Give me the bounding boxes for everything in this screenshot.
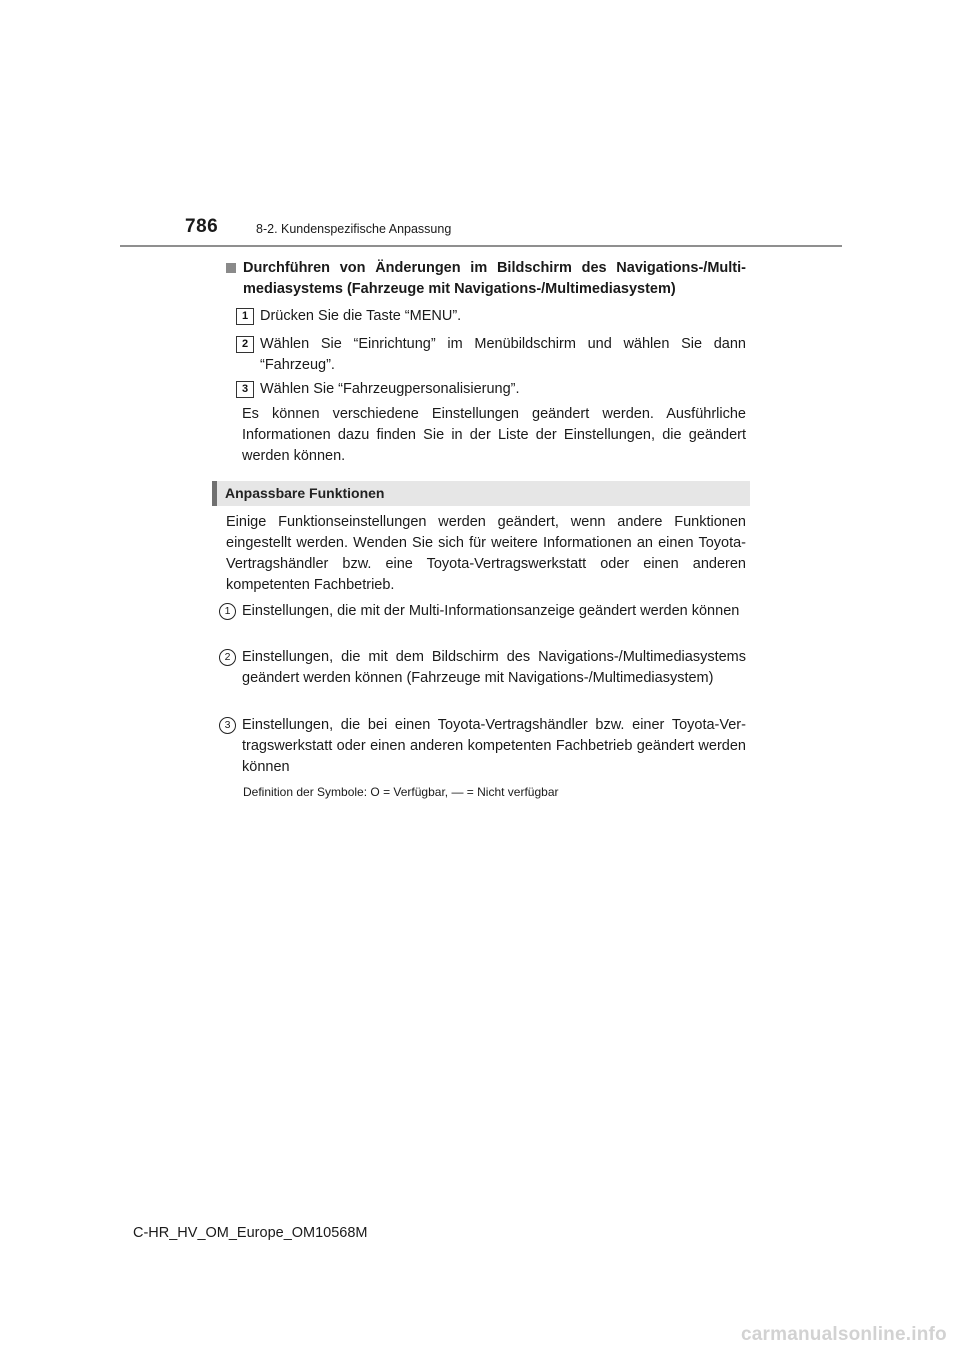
circled-number-icon: 1	[219, 603, 236, 620]
step-number-box: 1	[236, 308, 254, 325]
step-3	[236, 379, 746, 400]
section-title: 8-2. Kundenspezifische Anpassung	[256, 222, 452, 236]
list-item-text: Einstellungen, die mit der Multi-Informationsanzeige geändert werden können	[242, 603, 740, 619]
circled-number-icon: 3	[219, 717, 236, 734]
step-number-box: 2	[236, 336, 254, 353]
step-text: Wählen Sie “Fahrzeugpersonalisierung”.	[260, 381, 520, 397]
section-band-accent	[212, 481, 217, 506]
note-paragraph: Es können verschiedene Einstellungen geändert werden. Ausführliche Informationen dazu finden Sie in der Liste der Einstellungen, die geändert werden können.	[242, 406, 746, 464]
section-band	[212, 481, 750, 506]
step-1	[236, 306, 746, 327]
watermark: carmanualsonline.info	[741, 1324, 947, 1345]
list-item-1	[219, 601, 746, 622]
page-number: 786	[185, 216, 219, 237]
section-band-label: Anpassbare Funktionen	[225, 485, 385, 501]
intro-paragraph: Einige Funktionseinstellungen werden geändert, wenn andere Funktionen eingestellt werden. Wenden Sie sich für weitere Informationen an einen Toyota-Vertragshändler bzw. eine Toyota-Vertragswerkstatt oder einen anderen kompetenten Fachbetrieb.	[226, 514, 746, 593]
square-bullet-icon	[226, 263, 236, 273]
list-item-3	[219, 715, 746, 778]
subheading	[226, 258, 746, 300]
footer-code: C-HR_HV_OM_Europe_OM10568M	[133, 1225, 368, 1241]
step-text: Wählen Sie “Einrichtung” im Menübildschirm und wählen Sie dann “Fahrzeug”.	[260, 336, 746, 373]
list-item-2	[219, 647, 746, 689]
list-item-text: Einstellungen, die mit dem Bildschirm des Navigations-/Multimediasystems geändert werden können (Fahrzeuge mit Navigations-/Multimediasystem)	[242, 649, 746, 686]
subheading-text: Durchführen von Änderungen im Bildschirm des Navigations-/Multimediasystems (Fahrzeuge mit Navigations-/Multimediasystem)	[243, 260, 746, 297]
step-number-box: 3	[236, 381, 254, 398]
circled-number-icon: 2	[219, 649, 236, 666]
header-rule	[120, 245, 842, 247]
list-item-text: Einstellungen, die bei einen Toyota-Vertragshändler bzw. einer Toyota-Vertragswerkstatt oder einen anderen kompetenten Fachbetrieb geändert werden können	[242, 717, 746, 775]
step-2	[236, 334, 746, 376]
step-text: Drücken Sie die Taste “MENU”.	[260, 308, 462, 324]
symbol-definition: Definition der Symbole: O = Verfügbar, — = Nicht verfügbar	[243, 785, 559, 799]
